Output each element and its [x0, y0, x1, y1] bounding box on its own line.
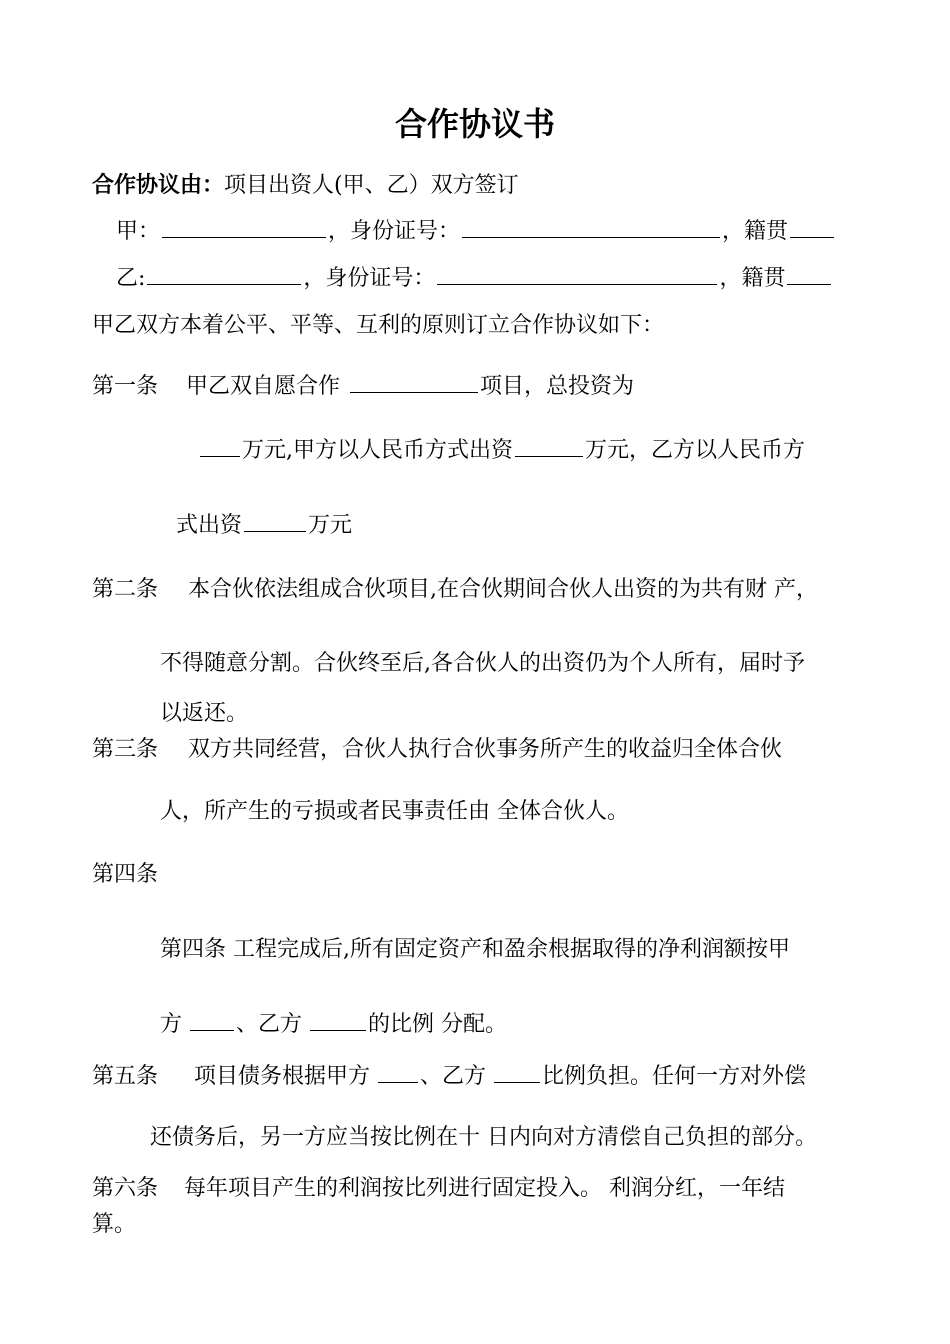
- party-a-id-label: ，身份证号：: [328, 219, 461, 244]
- article-4-text-b: 、乙方: [236, 1012, 303, 1037]
- article-2-line-1: [92, 575, 818, 605]
- article-1-text-e: 式出资: [176, 513, 243, 538]
- total-investment-blank[interactable]: [200, 436, 240, 457]
- intro-text: 项目出资人(甲、乙）双方签订: [224, 173, 519, 198]
- article-5-line-1: [92, 1062, 806, 1092]
- party-b-label: 乙:: [116, 266, 146, 291]
- party-b-origin-label: ，籍贯: [719, 266, 786, 291]
- party-a-label: 甲：: [116, 219, 161, 244]
- article-1-line-3: [176, 511, 352, 541]
- article-1-text-f: 万元: [308, 513, 353, 538]
- article-3-line-2: 人，所产生的亏损或者民事责任由 全体合伙人。: [160, 799, 629, 824]
- intro-label: 合作协议由：: [92, 172, 225, 198]
- party-b-line: [116, 264, 833, 294]
- article-2-line-2: 不得随意分割。合伙终至后,各合伙人的出资仍为个人所有，届时予: [160, 651, 805, 676]
- party-b-investment-blank[interactable]: [244, 511, 306, 532]
- article-1-line-1: [92, 372, 634, 402]
- article-1-text-b: 项目，总投资为: [480, 374, 635, 399]
- party-a-origin-blank[interactable]: [790, 217, 834, 238]
- document-title: 合作协议书: [394, 105, 555, 143]
- article-1-text-d: 万元，乙方以人民币方: [585, 438, 806, 463]
- party-a-line: [116, 217, 836, 247]
- article-1-text-a: 甲乙双自愿合作: [186, 374, 341, 399]
- article-2-line-3: 以返还。: [160, 701, 249, 726]
- article-4-heading: 第四条: [92, 862, 159, 887]
- party-b-name-blank[interactable]: [147, 264, 301, 285]
- party-a-debt-ratio-blank[interactable]: [378, 1062, 418, 1083]
- article-5-text-c: 比例负担。任何一方对外偿: [542, 1064, 807, 1089]
- party-a-id-blank[interactable]: [462, 217, 720, 238]
- project-name-blank[interactable]: [350, 372, 478, 393]
- article-4-text-a: 方: [160, 1012, 183, 1037]
- party-a-origin-label: ，籍贯: [722, 219, 789, 244]
- intro-line: [92, 170, 519, 201]
- article-5-line-2: 还债务后，另一方应当按比例在十 日内向对方清偿自己负担的部分。: [150, 1125, 817, 1150]
- article-1-heading: 第一条: [92, 374, 159, 399]
- party-b-origin-blank[interactable]: [787, 264, 831, 285]
- party-b-id-label: ，身份证号：: [303, 266, 436, 291]
- party-a-name-blank[interactable]: [162, 217, 326, 238]
- article-1-line-2: [200, 436, 805, 466]
- article-2-text-1: 本合伙依法组成合伙项目,在合伙期间合伙人出资的为共有财 产，: [188, 577, 819, 602]
- article-4-line-2: [160, 1010, 507, 1040]
- article-5-heading: 第五条: [92, 1064, 159, 1089]
- article-1-text-c: 万元,甲方以人民币方式出资: [242, 438, 513, 463]
- article-3-heading: 第三条: [92, 737, 159, 762]
- article-6-heading: 第六条: [92, 1176, 159, 1201]
- party-b-ratio-blank[interactable]: [310, 1010, 366, 1031]
- article-6-line-1: [92, 1174, 785, 1204]
- article-2-heading: 第二条: [92, 577, 159, 602]
- article-3-line-1: [92, 735, 782, 765]
- article-5-text-b: 、乙方: [420, 1064, 487, 1089]
- article-6-text-1: 每年项目产生的利润按比列进行固定投入。 利润分红，一年结: [184, 1176, 786, 1201]
- party-a-investment-blank[interactable]: [515, 436, 583, 457]
- preamble: 甲乙双方本着公平、平等、互利的原则订立合作协议如下：: [92, 313, 665, 338]
- article-4-line-1: 第四条 工程完成后,所有固定资产和盈余根据取得的净利润额按甲: [160, 937, 790, 962]
- article-6-line-2: 算。: [92, 1212, 137, 1237]
- article-5-text-a: 项目债务根据甲方: [194, 1064, 371, 1089]
- party-b-debt-ratio-blank[interactable]: [494, 1062, 540, 1083]
- party-b-id-blank[interactable]: [437, 264, 717, 285]
- article-4-text-c: 的比例 分配。: [368, 1012, 508, 1037]
- party-a-ratio-blank[interactable]: [190, 1010, 234, 1031]
- article-3-text-1: 双方共同经营，合伙人执行合伙事务所产生的收益归全体合伙: [188, 737, 783, 762]
